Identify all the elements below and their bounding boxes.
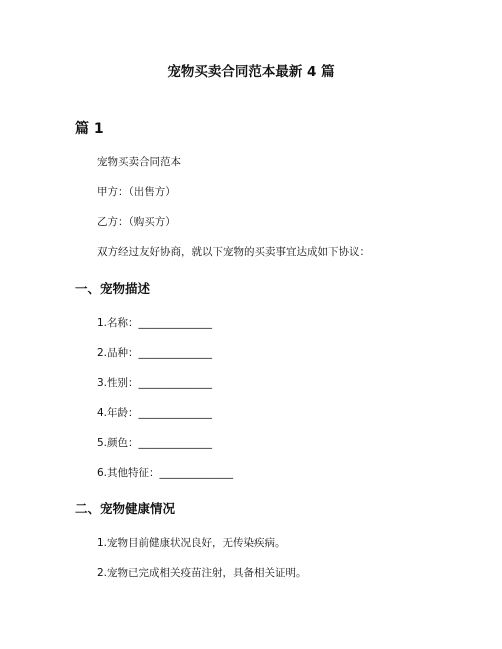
part-heading: 篇 1	[75, 121, 104, 137]
party-a: 甲方：（出售方）	[97, 186, 176, 198]
list-item: 6.其他特征：______________	[97, 467, 234, 479]
list-item: 5.颜色：______________	[97, 437, 213, 449]
agreement-text: 双方经过友好协商，就以下宠物的买卖事宜达成如下协议：	[97, 246, 370, 258]
document-title: 宠物买卖合同范本最新 4 篇	[167, 64, 335, 80]
section-heading-pet-health: 二、宠物健康情况	[75, 501, 176, 516]
list-item: 1.宠物目前健康状况良好，无传染疾病。	[97, 537, 286, 549]
list-item: 1.名称：______________	[97, 317, 213, 329]
list-item: 2.宠物已完成相关疫苗注射，具备相关证明。	[97, 567, 307, 579]
list-item: 2.品种：______________	[97, 347, 213, 359]
contract-name: 宠物买卖合同范本	[97, 156, 181, 168]
party-b: 乙方：（购买方）	[97, 216, 176, 228]
section-heading-pet-description: 一、宠物描述	[75, 281, 151, 296]
list-item: 4.年龄：______________	[97, 407, 213, 419]
list-item: 3.性别：______________	[97, 377, 213, 389]
